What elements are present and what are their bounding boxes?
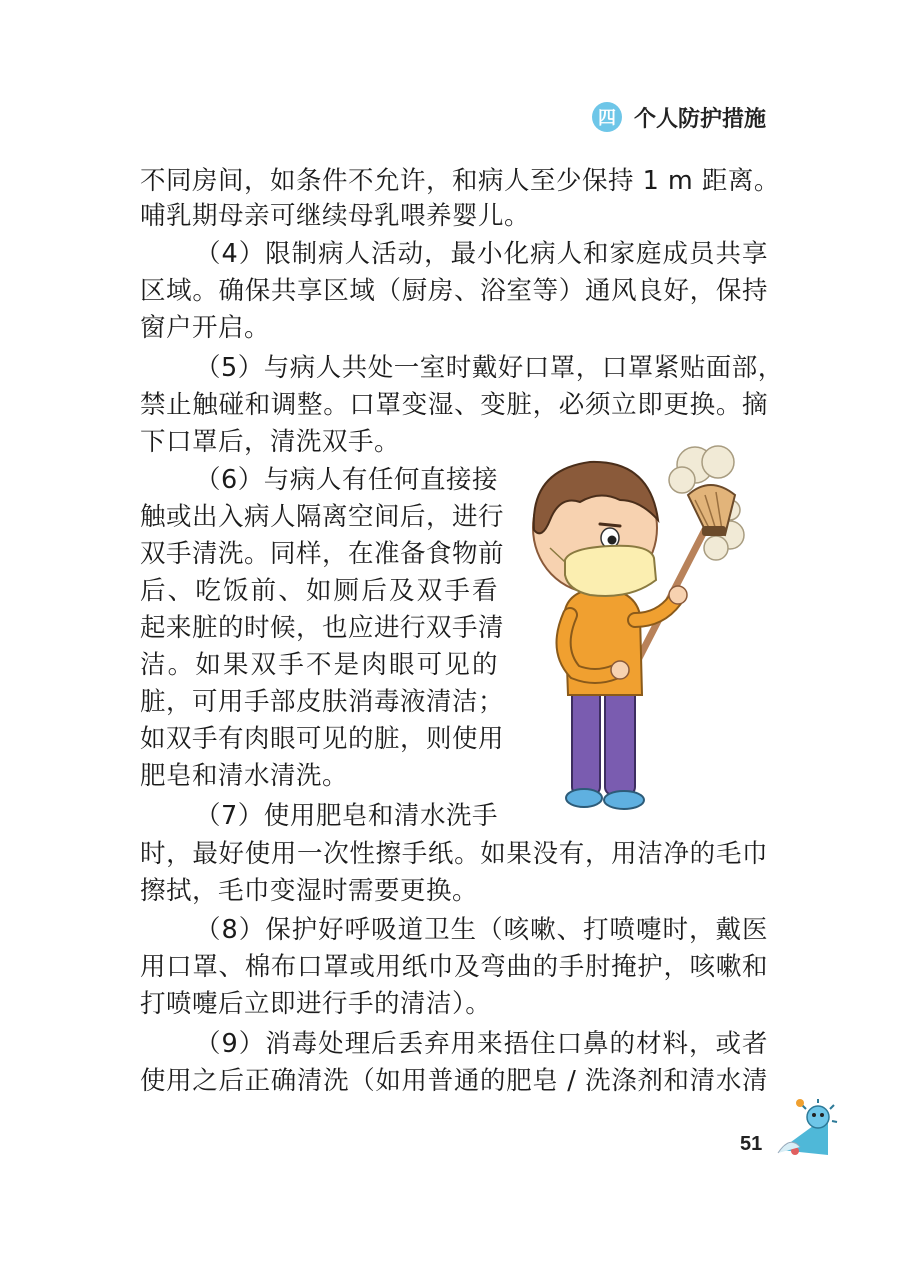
body-line: （9）消毒处理后丢弃用来捂住口鼻的材料，或者: [195, 1029, 768, 1059]
body-line: 使用之后正确清洗（如用普通的肥皂 / 洗涤剂和清水清: [140, 1066, 768, 1096]
body-line: 如双手有肉眼可见的脏，则使用: [140, 724, 505, 754]
right-hand: [669, 586, 687, 604]
body-line: 禁止触碰和调整。口罩变湿、变脏，必须立即更换。摘: [140, 390, 768, 420]
body-line: 下口罩后，清洗双手。: [140, 427, 401, 457]
right-leg: [605, 685, 635, 795]
body-line: 后、吃饭前、如厕后及双手看: [140, 576, 498, 606]
body-line: （8）保护好呼吸道卫生（咳嗽、打喷嚏时，戴医: [195, 915, 768, 945]
virus-mascot-icon: [760, 1095, 840, 1165]
body-line: 时，最好使用一次性擦手纸。如果没有，用洁净的毛巾: [140, 839, 768, 869]
body-line: 双手清洗。同样，在准备食物前: [140, 539, 505, 569]
chapter-title: 个人防护措施: [633, 106, 766, 132]
body-line: 区域。确保共享区域（厨房、浴室等）通风良好，保持: [140, 276, 768, 306]
boy-sweeping-with-mask-icon: [520, 440, 745, 820]
left-shoe: [566, 789, 602, 807]
chapter-number-badge: 四: [592, 102, 622, 132]
body-line: 脏，可用手部皮肤消毒液清洁；: [140, 687, 505, 717]
body-line: 窗户开启。: [140, 313, 271, 343]
body-line: 不同房间，如条件不允许，和病人至少保持 1 m 距离。: [140, 166, 780, 196]
body-line: 洁。如果双手不是肉眼可见的: [140, 650, 498, 680]
body-line: （5）与病人共处一室时戴好口罩，口罩紧贴面部，: [195, 353, 784, 383]
left-leg: [572, 685, 600, 795]
chapter-header: [592, 100, 766, 134]
face-mask: [565, 546, 656, 596]
left-hand: [611, 661, 629, 679]
body-line: 用口罩、棉布口罩或用纸巾及弯曲的手肘掩护，咳嗽和: [140, 952, 768, 982]
body-line: 起来脏的时候，也应进行双手清: [140, 613, 505, 643]
body-line: （4）限制病人活动，最小化病人和家庭成员共享: [195, 239, 768, 269]
body-line: 打喷嚏后立即进行手的清洁）。: [140, 989, 492, 1019]
body-line: 擦拭，毛巾变湿时需要更换。: [140, 876, 479, 906]
page-number: 51: [740, 1133, 763, 1155]
body-line: （7）使用肥皂和清水洗手: [195, 801, 498, 831]
body-line: （6）与病人有任何直接接: [195, 465, 498, 495]
right-shoe: [604, 791, 644, 809]
body-line: 哺乳期母亲可继续母乳喂养婴儿。: [140, 201, 531, 231]
body-line: 触或出入病人隔离空间后，进行: [140, 502, 505, 532]
body-line: 肥皂和清水清洗。: [140, 761, 349, 791]
